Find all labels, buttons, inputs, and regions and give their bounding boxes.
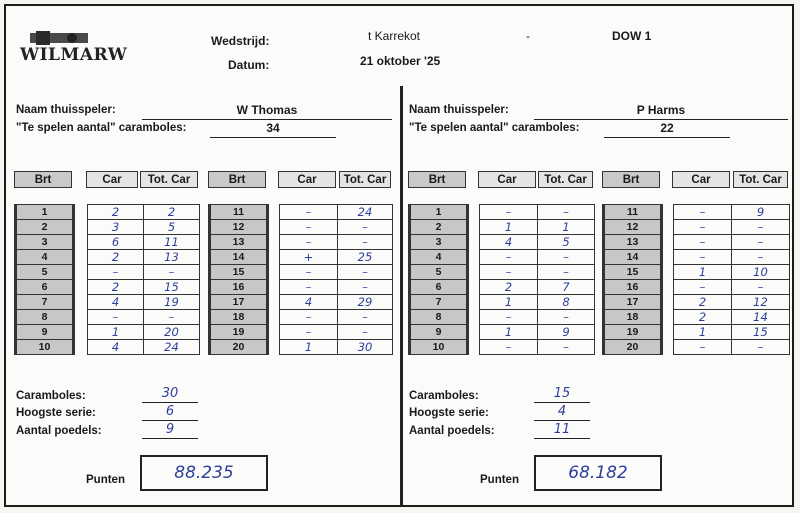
tot-car-value: –	[538, 310, 595, 325]
car-value: –	[674, 340, 732, 355]
car-value: 1	[88, 325, 144, 340]
row-spacer	[662, 325, 674, 340]
row-spacer	[74, 340, 88, 355]
row-spacer	[468, 235, 480, 250]
away-target-value: 22	[604, 121, 730, 138]
row-spacer	[662, 295, 674, 310]
car-value: –	[280, 325, 338, 340]
away-punten-label: Punten	[480, 474, 519, 486]
car-value: 4	[480, 235, 538, 250]
away-punten-value: 68.182	[568, 463, 628, 483]
turn-number: 6	[16, 280, 74, 295]
row-spacer	[662, 310, 674, 325]
home-target-label: "Te spelen aantal" caramboles:	[16, 122, 187, 134]
row-spacer	[468, 205, 480, 220]
away-car-header-b: Car	[672, 171, 730, 188]
turn-number: 9	[16, 325, 74, 340]
row-spacer	[662, 205, 674, 220]
row-spacer	[268, 235, 280, 250]
home-turns-table-a	[14, 204, 200, 355]
turn-number: 5	[410, 265, 468, 280]
turn-row	[16, 295, 200, 310]
home-car-header-b: Car	[278, 171, 336, 188]
row-spacer	[662, 265, 674, 280]
turn-number: 10	[16, 340, 74, 355]
turn-number: 20	[604, 340, 662, 355]
car-value: 2	[674, 295, 732, 310]
tot-car-value: 2	[144, 205, 200, 220]
tot-car-value: 10	[732, 265, 790, 280]
car-value: 1	[480, 220, 538, 235]
row-spacer	[468, 295, 480, 310]
home-target-value: 34	[210, 121, 336, 138]
turn-number: 1	[16, 205, 74, 220]
turn-number: 8	[410, 310, 468, 325]
row-spacer	[662, 250, 674, 265]
car-value: –	[674, 235, 732, 250]
tot-car-value: 11	[144, 235, 200, 250]
turn-number: 19	[604, 325, 662, 340]
car-value: 1	[674, 265, 732, 280]
row-spacer	[468, 280, 480, 295]
tot-car-value: 14	[732, 310, 790, 325]
turn-row	[604, 265, 790, 280]
row-spacer	[468, 220, 480, 235]
home-serie-value: 6	[142, 404, 198, 421]
tot-car-value: 5	[144, 220, 200, 235]
car-value: –	[88, 310, 144, 325]
turn-row	[16, 250, 200, 265]
car-value: 3	[88, 220, 144, 235]
tot-car-value: –	[732, 250, 790, 265]
home-tot-header-a: Tot. Car	[140, 171, 198, 188]
turn-row	[210, 250, 393, 265]
tot-car-value: 29	[338, 295, 393, 310]
row-spacer	[662, 235, 674, 250]
turn-number: 3	[16, 235, 74, 250]
away-car-header-a: Car	[478, 171, 536, 188]
turn-row	[604, 280, 790, 295]
turn-row	[210, 280, 393, 295]
tot-car-value: 5	[538, 235, 595, 250]
turn-row	[410, 220, 595, 235]
car-value: 2	[88, 205, 144, 220]
turn-row	[410, 340, 595, 355]
turn-number: 9	[410, 325, 468, 340]
turn-row	[16, 310, 200, 325]
car-value: 2	[88, 250, 144, 265]
row-spacer	[74, 265, 88, 280]
away-tot-header-a: Tot. Car	[538, 171, 593, 188]
row-spacer	[468, 310, 480, 325]
car-value: –	[280, 205, 338, 220]
turn-row	[16, 205, 200, 220]
turn-row	[604, 205, 790, 220]
car-value: –	[480, 310, 538, 325]
turn-number: 13	[210, 235, 268, 250]
home-caramboles-value: 30	[142, 386, 198, 403]
tot-car-value: –	[538, 265, 595, 280]
turn-row	[410, 325, 595, 340]
away-punten-box	[534, 455, 662, 491]
home-name-label: Naam thuisspeler:	[16, 104, 116, 116]
row-spacer	[268, 250, 280, 265]
tot-car-value: 15	[144, 280, 200, 295]
home-poedels-label: Aantal poedels:	[16, 425, 102, 437]
away-caramboles-label: Caramboles:	[409, 390, 479, 402]
tot-car-value: –	[338, 235, 393, 250]
away-serie-value: 4	[534, 404, 590, 421]
turn-number: 5	[16, 265, 74, 280]
turn-row	[410, 235, 595, 250]
tot-car-value: 30	[338, 340, 393, 355]
home-tot-header-b: Tot. Car	[339, 171, 391, 188]
tot-car-value: 9	[732, 205, 790, 220]
tot-car-value: 25	[338, 250, 393, 265]
turn-row	[410, 280, 595, 295]
turn-row	[410, 250, 595, 265]
turn-number: 14	[210, 250, 268, 265]
home-car-header-a: Car	[86, 171, 138, 188]
car-value: –	[280, 265, 338, 280]
turn-row	[210, 310, 393, 325]
wedstrijd-label: Wedstrijd:	[211, 34, 270, 48]
tot-car-value: –	[338, 280, 393, 295]
score-sheet	[4, 4, 794, 507]
row-spacer	[268, 295, 280, 310]
turn-row	[16, 280, 200, 295]
tot-car-value: –	[144, 310, 200, 325]
turn-row	[210, 265, 393, 280]
turn-row	[16, 220, 200, 235]
turn-number: 20	[210, 340, 268, 355]
turn-row	[210, 235, 393, 250]
datum-label: Datum:	[228, 58, 270, 72]
tot-car-value: 9	[538, 325, 595, 340]
turn-number: 2	[16, 220, 74, 235]
opponent-team: DOW 1	[612, 29, 652, 43]
tot-car-value: –	[732, 220, 790, 235]
car-value: +	[280, 250, 338, 265]
car-value: –	[674, 220, 732, 235]
car-value: –	[280, 280, 338, 295]
turn-number: 17	[210, 295, 268, 310]
team-separator: -	[526, 29, 530, 43]
away-poedels-label: Aantal poedels:	[409, 425, 495, 437]
car-value: 2	[480, 280, 538, 295]
logo-graphic	[30, 30, 90, 46]
turn-row	[210, 205, 393, 220]
home-caramboles-label: Caramboles:	[16, 390, 86, 402]
tot-car-value: –	[144, 265, 200, 280]
turn-row	[604, 295, 790, 310]
tot-car-value: –	[338, 325, 393, 340]
car-value: –	[674, 205, 732, 220]
home-brt-header-b: Brt	[208, 171, 266, 188]
away-tot-header-b: Tot. Car	[733, 171, 788, 188]
turn-number: 15	[604, 265, 662, 280]
row-spacer	[468, 325, 480, 340]
away-poedels-value: 11	[534, 422, 590, 439]
car-value: 1	[480, 295, 538, 310]
car-value: 6	[88, 235, 144, 250]
row-spacer	[268, 280, 280, 295]
datum-value: 21 oktober '25	[360, 54, 441, 68]
away-caramboles-value: 15	[534, 386, 590, 403]
car-value: –	[480, 250, 538, 265]
row-spacer	[662, 220, 674, 235]
home-serie-label: Hoogste serie:	[16, 407, 96, 419]
tot-car-value: –	[338, 220, 393, 235]
row-spacer	[268, 340, 280, 355]
home-punten-value: 88.235	[174, 463, 234, 483]
turn-row	[604, 340, 790, 355]
car-value: –	[280, 220, 338, 235]
home-poedels-value: 9	[142, 422, 198, 439]
car-value: 4	[88, 340, 144, 355]
tot-car-value: 12	[732, 295, 790, 310]
tot-car-value: 19	[144, 295, 200, 310]
turn-number: 16	[210, 280, 268, 295]
turn-row	[16, 265, 200, 280]
turn-number: 18	[210, 310, 268, 325]
turn-row	[210, 220, 393, 235]
turn-number: 1	[410, 205, 468, 220]
row-spacer	[268, 265, 280, 280]
center-divider	[400, 86, 403, 506]
turn-row	[604, 235, 790, 250]
row-spacer	[74, 250, 88, 265]
turn-number: 7	[16, 295, 74, 310]
turn-number: 6	[410, 280, 468, 295]
turn-row	[604, 310, 790, 325]
row-spacer	[74, 295, 88, 310]
turn-number: 14	[604, 250, 662, 265]
row-spacer	[74, 205, 88, 220]
turn-number: 3	[410, 235, 468, 250]
row-spacer	[268, 205, 280, 220]
tot-car-value: –	[538, 205, 595, 220]
turn-row	[410, 310, 595, 325]
row-spacer	[74, 235, 88, 250]
tot-car-value: –	[338, 265, 393, 280]
turn-row	[410, 205, 595, 220]
car-value: –	[480, 205, 538, 220]
away-turns-table-a	[408, 204, 595, 355]
home-punten-label: Punten	[86, 474, 125, 486]
turn-number: 11	[210, 205, 268, 220]
club-logo	[20, 32, 146, 66]
turn-number: 13	[604, 235, 662, 250]
row-spacer	[74, 280, 88, 295]
car-value: 2	[88, 280, 144, 295]
turn-number: 17	[604, 295, 662, 310]
away-brt-header-a: Brt	[408, 171, 466, 188]
turn-row	[604, 250, 790, 265]
turn-row	[604, 220, 790, 235]
row-spacer	[662, 340, 674, 355]
away-name-label: Naam thuisspeler:	[409, 104, 509, 116]
away-brt-header-b: Brt	[602, 171, 660, 188]
car-value: 1	[280, 340, 338, 355]
car-value: 1	[480, 325, 538, 340]
car-value: 4	[88, 295, 144, 310]
row-spacer	[268, 310, 280, 325]
car-value: –	[280, 235, 338, 250]
turn-row	[210, 340, 393, 355]
home-player-name: W Thomas	[142, 103, 392, 120]
tot-car-value: 1	[538, 220, 595, 235]
brand-wordmark: WILMARW	[20, 45, 128, 65]
turn-row	[16, 325, 200, 340]
turn-number: 19	[210, 325, 268, 340]
turn-number: 12	[604, 220, 662, 235]
turn-number: 10	[410, 340, 468, 355]
tot-car-value: 13	[144, 250, 200, 265]
tot-car-value: 24	[338, 205, 393, 220]
turn-number: 4	[410, 250, 468, 265]
car-value: –	[280, 310, 338, 325]
tot-car-value: 20	[144, 325, 200, 340]
turn-number: 15	[210, 265, 268, 280]
turn-row	[16, 235, 200, 250]
turn-number: 7	[410, 295, 468, 310]
away-serie-label: Hoogste serie:	[409, 407, 489, 419]
tot-car-value: –	[538, 340, 595, 355]
row-spacer	[662, 280, 674, 295]
row-spacer	[468, 340, 480, 355]
turn-number: 12	[210, 220, 268, 235]
car-value: –	[674, 280, 732, 295]
row-spacer	[268, 220, 280, 235]
tot-car-value: –	[732, 340, 790, 355]
turn-number: 16	[604, 280, 662, 295]
away-turns-table-b	[602, 204, 790, 355]
turn-number: 4	[16, 250, 74, 265]
car-value: 1	[674, 325, 732, 340]
turn-row	[210, 325, 393, 340]
tot-car-value: 8	[538, 295, 595, 310]
home-turns-table-b	[208, 204, 393, 355]
turn-number: 2	[410, 220, 468, 235]
tot-car-value: 24	[144, 340, 200, 355]
home-brt-header-a: Brt	[14, 171, 72, 188]
row-spacer	[468, 265, 480, 280]
tot-car-value: –	[732, 280, 790, 295]
turn-row	[16, 340, 200, 355]
tot-car-value: –	[538, 250, 595, 265]
away-player-name: P Harms	[534, 103, 788, 120]
row-spacer	[74, 325, 88, 340]
wedstrijd-value: t Karrekot	[368, 29, 421, 43]
tot-car-value: 7	[538, 280, 595, 295]
car-value: –	[480, 265, 538, 280]
tot-car-value: –	[338, 310, 393, 325]
car-value: –	[88, 265, 144, 280]
car-value: 2	[674, 310, 732, 325]
row-spacer	[468, 250, 480, 265]
turn-row	[410, 295, 595, 310]
away-target-label: "Te spelen aantal" caramboles:	[409, 122, 580, 134]
home-punten-box	[140, 455, 268, 491]
row-spacer	[268, 325, 280, 340]
turn-number: 18	[604, 310, 662, 325]
car-value: 4	[280, 295, 338, 310]
turn-row	[604, 325, 790, 340]
turn-row	[410, 265, 595, 280]
tot-car-value: 15	[732, 325, 790, 340]
tot-car-value: –	[732, 235, 790, 250]
turn-number: 11	[604, 205, 662, 220]
turn-row	[210, 295, 393, 310]
car-value: –	[480, 340, 538, 355]
car-value: –	[674, 250, 732, 265]
turn-number: 8	[16, 310, 74, 325]
row-spacer	[74, 310, 88, 325]
row-spacer	[74, 220, 88, 235]
